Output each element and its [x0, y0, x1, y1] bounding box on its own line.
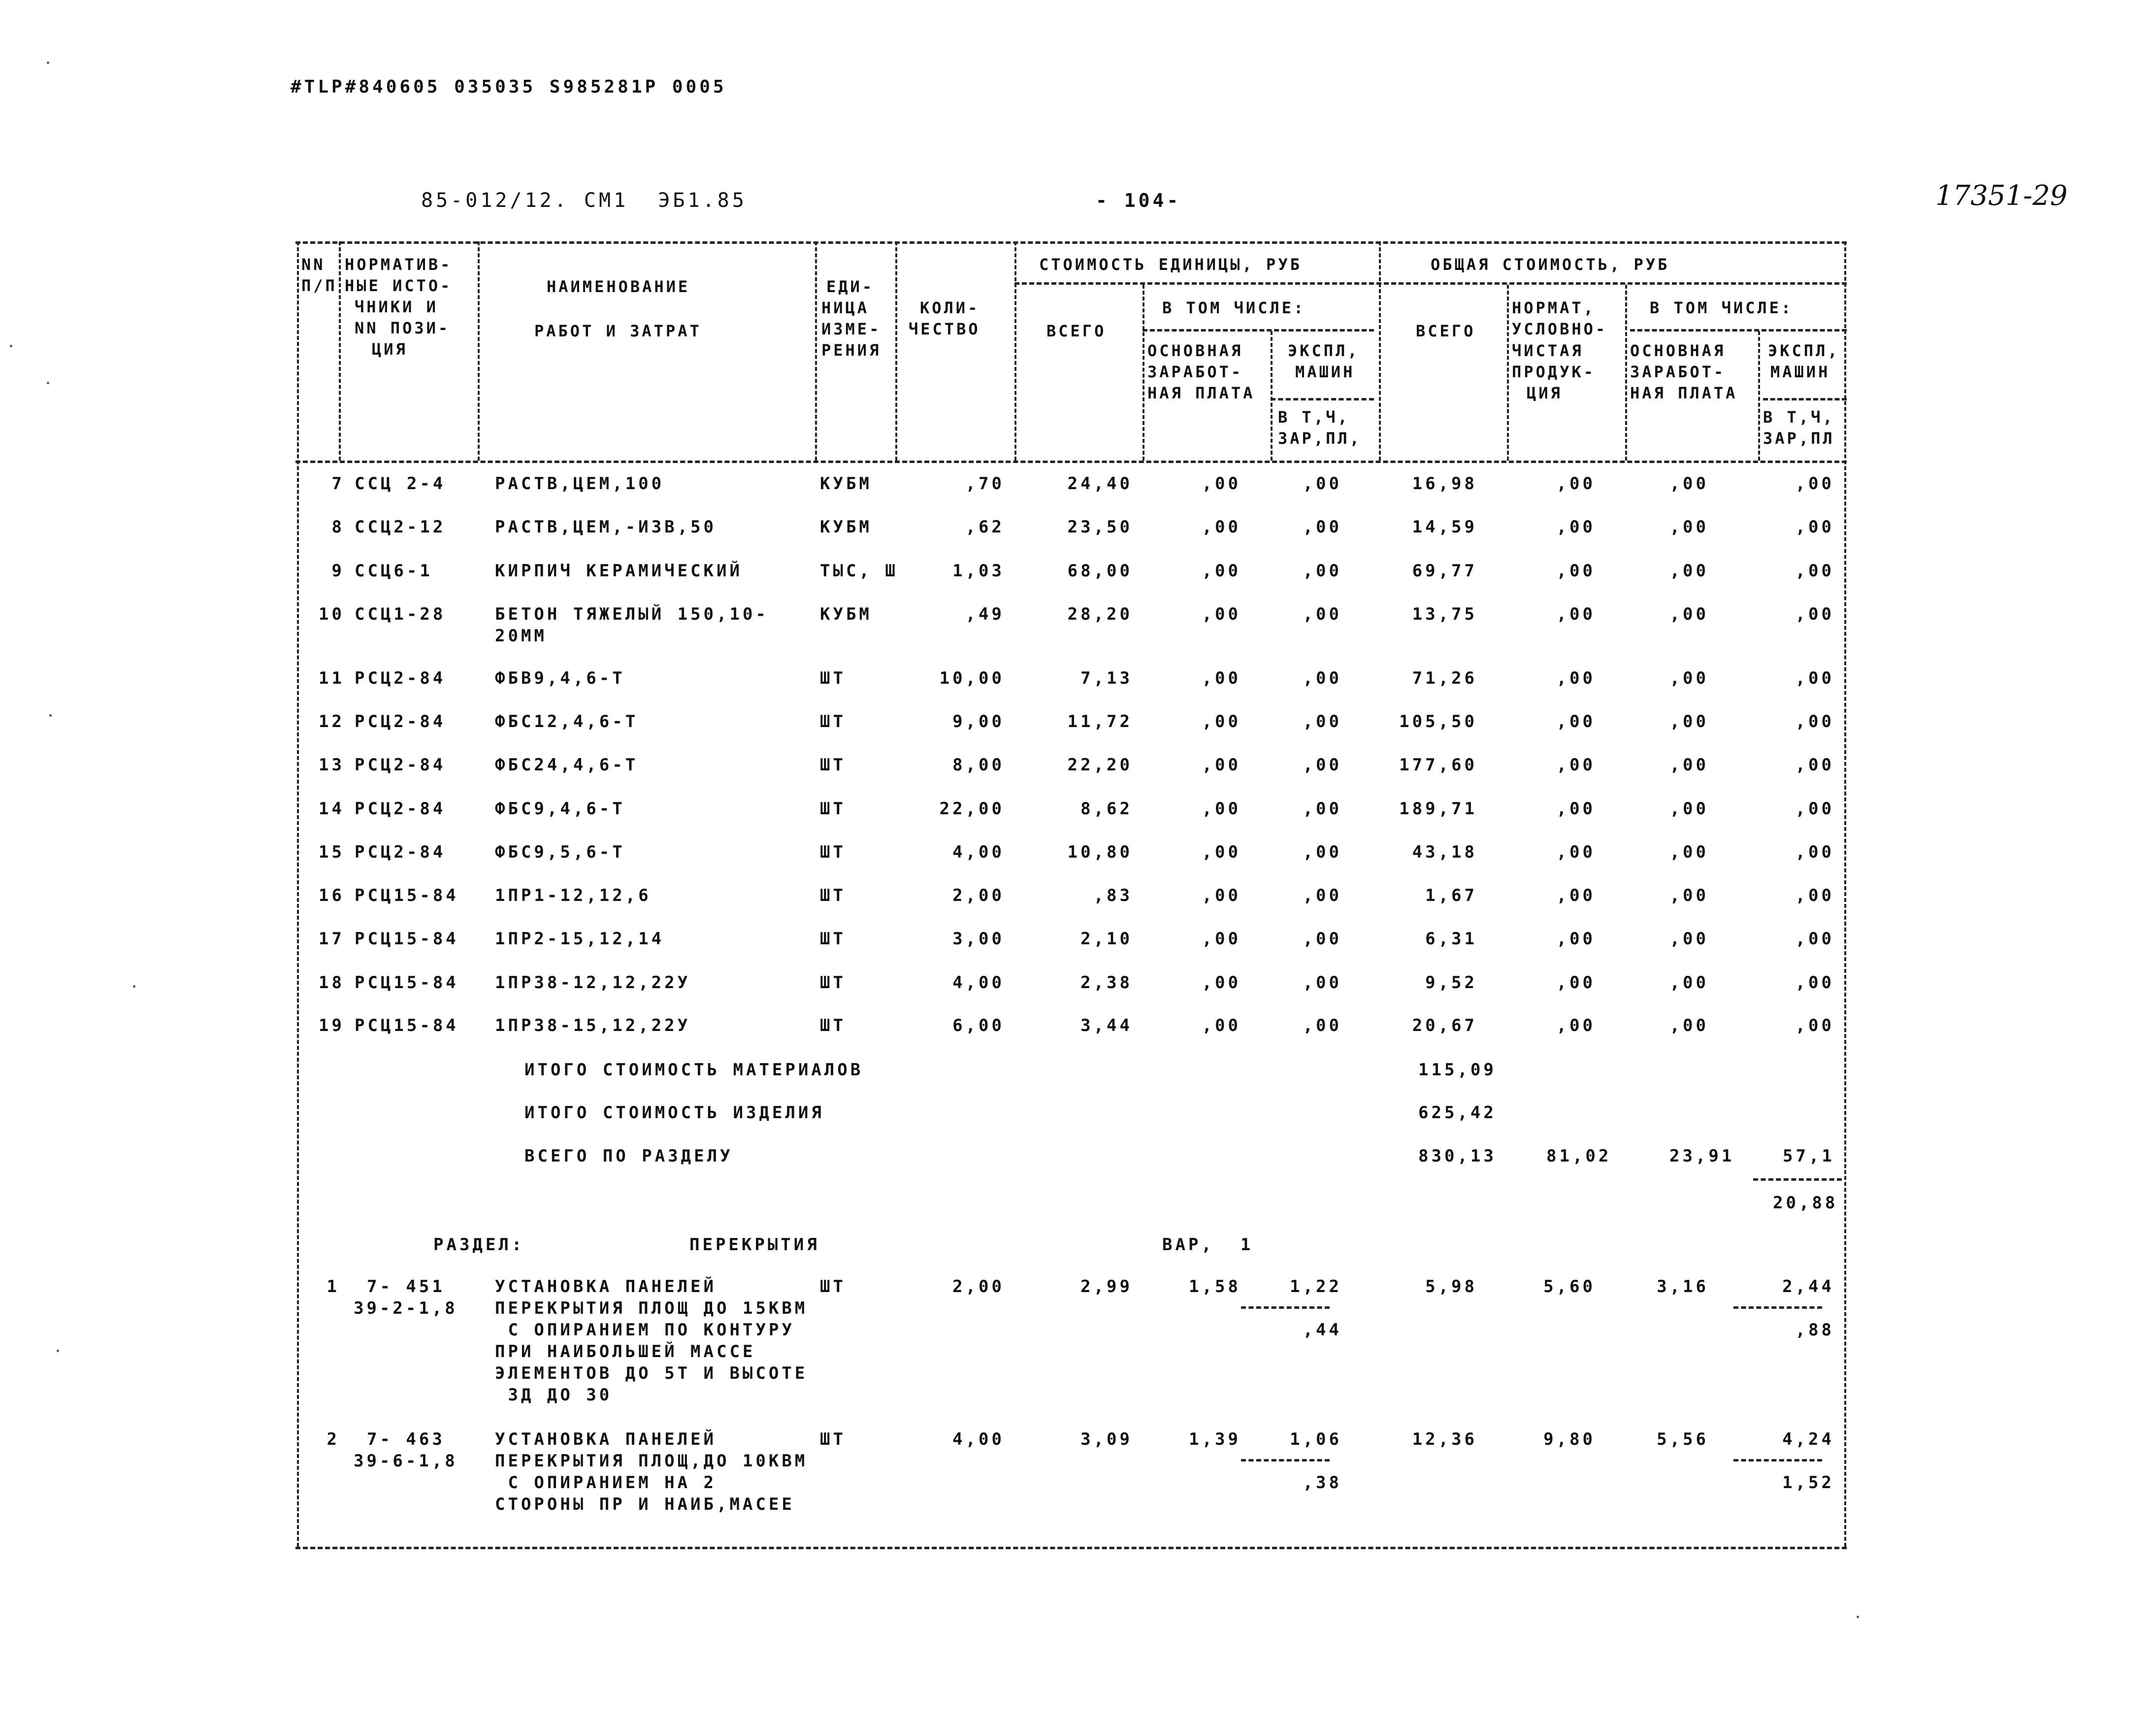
row-unit: ШТ: [820, 712, 846, 731]
row-unit: ШТ: [820, 668, 846, 688]
row-unit: КУБМ: [820, 474, 872, 494]
col-sep: [1271, 331, 1273, 461]
item-total-em-rule: [1733, 1306, 1822, 1309]
header-unit-incl: В ТОМ ЧИСЛЕ:: [1162, 299, 1306, 317]
item-unit-em-rule: [1241, 1306, 1330, 1309]
row-unit-zp: ,00: [1202, 561, 1241, 581]
item-unit-em-zp: ,44: [1303, 1320, 1342, 1340]
unit-subgroup-rule: [1143, 329, 1374, 332]
row-code: РСЦ2-84: [355, 712, 446, 731]
item-code-2: 39-2-1,8: [354, 1298, 458, 1318]
row-name: ФБВ9,4,6-Т: [495, 668, 625, 688]
header-total-cost: ОБЩАЯ СТОИМОСТЬ, РУБ: [1431, 255, 1670, 274]
item-description-line: ПРИ НАИБОЛЬШЕЙ МАССЕ: [495, 1342, 756, 1362]
col-sep: [478, 241, 480, 461]
row-unit-zp: ,00: [1202, 604, 1241, 624]
header-total-zp-2: ЗАРАБОТ-: [1630, 363, 1726, 381]
section-total-zp: 23,91: [1669, 1146, 1735, 1166]
item-qty: 2,00: [952, 1277, 1005, 1296]
col-sep: [1379, 241, 1381, 461]
row-unit-total: 10,80: [1067, 842, 1133, 862]
scan-speck: [57, 1350, 59, 1352]
row-total: 14,59: [1412, 517, 1477, 537]
header-bottom-rule: [295, 461, 1847, 463]
item-code: 7- 463: [367, 1429, 445, 1449]
header-unit-zp-1: ОСНОВНАЯ: [1147, 341, 1243, 360]
row-total: 9,52: [1425, 973, 1477, 993]
header-unit-em-zp-1: В Т,Ч,: [1278, 408, 1350, 427]
item-total-em-zp: 1,52: [1782, 1473, 1834, 1493]
item-description-line: С ОПИРАНИЕМ ПО КОНТУРУ: [495, 1320, 795, 1340]
row-unit-em: ,00: [1303, 799, 1342, 819]
row-total-zp: ,00: [1669, 561, 1709, 581]
col-sep: [815, 241, 817, 461]
row-number: 16: [319, 886, 345, 905]
row-unit-zp: ,00: [1202, 799, 1241, 819]
header-total-incl: В ТОМ ЧИСЛЕ:: [1650, 299, 1794, 317]
item-code: 7- 451: [367, 1277, 445, 1296]
row-unit: КУБМ: [820, 517, 872, 537]
row-number: 12: [319, 712, 345, 731]
row-unit-em: ,00: [1303, 604, 1342, 624]
section-variant: ВАР, 1: [1162, 1235, 1254, 1255]
row-number: 7: [331, 474, 345, 494]
row-number: 18: [319, 973, 345, 993]
row-unit-total: 7,13: [1080, 668, 1133, 688]
scan-speck: [49, 714, 52, 717]
item-total-em-rule: [1733, 1459, 1822, 1462]
header-qty-2: ЧЕСТВО: [909, 320, 980, 338]
row-total: 20,67: [1412, 1016, 1477, 1035]
table-top-rule: [295, 241, 1847, 244]
item-total-em-zp: ,88: [1795, 1320, 1834, 1340]
item-total-em: 2,44: [1782, 1277, 1834, 1296]
header-nucp-5: ЦИЯ: [1527, 384, 1563, 402]
item-total-zp: 5,56: [1657, 1429, 1709, 1449]
col-sep: [1758, 331, 1760, 461]
item-unit: ШТ: [820, 1429, 846, 1449]
item-unit-em: 1,06: [1290, 1429, 1342, 1449]
row-total-zp: ,00: [1669, 929, 1709, 949]
section-total-label: ВСЕГО ПО РАЗДЕЛУ: [524, 1146, 733, 1166]
section-title: ПЕРЕКРЫТИЯ: [689, 1235, 820, 1255]
header-total-zp-1: ОСНОВНАЯ: [1630, 341, 1726, 360]
row-total-zp: ,00: [1669, 668, 1709, 688]
row-number: 14: [319, 799, 345, 819]
item-unit-total: 3,09: [1080, 1429, 1133, 1449]
row-total-nucp: ,00: [1556, 1016, 1596, 1035]
row-unit-zp: ,00: [1202, 929, 1241, 949]
row-name: ФБС9,5,6-Т: [495, 842, 625, 862]
row-qty: 4,00: [952, 973, 1005, 993]
row-unit-zp: ,00: [1202, 668, 1241, 688]
row-total-nucp: ,00: [1556, 755, 1596, 775]
row-total-zp: ,00: [1669, 474, 1709, 494]
row-unit-total: ,83: [1093, 886, 1133, 905]
row-number: 11: [319, 668, 345, 688]
item-total-nucp: 9,80: [1543, 1429, 1596, 1449]
scan-speck: [10, 345, 12, 347]
row-unit: ШТ: [820, 755, 846, 775]
item-code-2: 39-6-1,8: [354, 1451, 458, 1471]
item-total-em: 4,24: [1782, 1429, 1834, 1449]
item-description-line: С ОПИРАНИЕМ НА 2: [495, 1473, 717, 1493]
row-total-em: ,00: [1795, 517, 1834, 537]
row-total: 16,98: [1412, 474, 1477, 494]
unit-em-rule: [1271, 398, 1374, 400]
col-sep: [339, 241, 341, 461]
row-qty: ,49: [965, 604, 1005, 624]
header-unit-3: ИЗМЕ-: [821, 320, 882, 338]
row-total-nucp: ,00: [1556, 517, 1596, 537]
item-total-zp: 3,16: [1657, 1277, 1709, 1296]
row-qty: 3,00: [952, 929, 1005, 949]
row-unit-em: ,00: [1303, 712, 1342, 731]
header-name-2: РАБОТ И ЗАТРАТ: [534, 322, 702, 340]
col-sep: [895, 241, 897, 461]
row-unit-total: 3,44: [1080, 1016, 1133, 1035]
header-name-1: НАИМЕНОВАНИЕ: [547, 277, 690, 296]
row-unit-total: 22,20: [1067, 755, 1133, 775]
row-unit-em: ,00: [1303, 561, 1342, 581]
row-total: 105,50: [1399, 712, 1477, 731]
row-unit-em: ,00: [1303, 474, 1342, 494]
scan-speck: [47, 62, 49, 64]
row-unit: ШТ: [820, 842, 846, 862]
row-total-zp: ,00: [1669, 604, 1709, 624]
row-qty: 10,00: [939, 668, 1005, 688]
row-unit: КУБМ: [820, 604, 872, 624]
row-total: 177,60: [1399, 755, 1477, 775]
row-name: 1ПР38-12,12,22У: [495, 973, 691, 993]
header-unit-1: ЕДИ-: [826, 277, 875, 296]
row-total-em: ,00: [1795, 886, 1834, 905]
row-unit-em: ,00: [1303, 886, 1342, 905]
item-total-nucp: 5,60: [1543, 1277, 1596, 1296]
row-unit-zp: ,00: [1202, 886, 1241, 905]
row-code: РСЦ2-84: [355, 799, 446, 819]
item-qty: 4,00: [952, 1429, 1005, 1449]
item-description-line: ЭЛЕМЕНТОВ ДО 5Т И ВЫСОТЕ: [495, 1363, 808, 1383]
header-qty-1: КОЛИ-: [920, 299, 980, 317]
row-name: ФБС9,4,6-Т: [495, 799, 625, 819]
row-qty: ,62: [965, 517, 1005, 537]
row-total: 6,31: [1425, 929, 1477, 949]
row-code: РСЦ15-84: [355, 973, 459, 993]
row-unit-em: ,00: [1303, 755, 1342, 775]
row-code: РСЦ15-84: [355, 929, 459, 949]
item-description-line: УСТАНОВКА ПАНЕЛЕЙ: [495, 1429, 717, 1449]
row-total: 71,26: [1412, 668, 1477, 688]
page-number: - 104-: [1096, 190, 1181, 211]
row-code: ССЦ 2-4: [355, 474, 446, 494]
row-number: 8: [331, 517, 345, 537]
header-unit-zp-2: ЗАРАБОТ-: [1147, 363, 1243, 381]
row-total-nucp: ,00: [1556, 561, 1596, 581]
row-unit-zp: ,00: [1202, 842, 1241, 862]
col-sep: [1143, 285, 1144, 461]
row-name: ФБС24,4,6-Т: [495, 755, 639, 775]
row-name: ФБС12,4,6-Т: [495, 712, 639, 731]
scan-speck: [47, 382, 49, 384]
section-total-em: 57,1: [1783, 1146, 1835, 1166]
row-total-nucp: ,00: [1556, 668, 1596, 688]
scan-speck: [133, 985, 135, 988]
row-unit-zp: ,00: [1202, 755, 1241, 775]
header-total-em-zp-1: В Т,Ч,: [1763, 408, 1835, 427]
header-total-em-1: ЭКСПЛ,: [1768, 341, 1840, 360]
handwritten-archive-number: 17351-29: [1935, 180, 2068, 212]
header-unit-em-2: МАШИН: [1295, 363, 1355, 381]
row-total: 1,67: [1425, 886, 1477, 905]
row-qty: 22,00: [939, 799, 1005, 819]
row-code: РСЦ2-84: [355, 755, 446, 775]
item-number: 1: [327, 1277, 340, 1296]
row-total-em: ,00: [1795, 604, 1834, 624]
header-unit-2: НИЦА: [821, 299, 870, 317]
row-name: РАСТВ,ЦЕМ,100: [495, 474, 665, 494]
item-total: 12,36: [1412, 1429, 1477, 1449]
row-total: 69,77: [1412, 561, 1477, 581]
row-unit-total: 2,38: [1080, 973, 1133, 993]
materials-total-label: ИТОГО СТОИМОСТЬ МАТЕРИАЛОВ: [524, 1060, 864, 1080]
row-unit: ТЫС, Ш: [820, 561, 898, 581]
item-total: 5,98: [1425, 1277, 1477, 1296]
row-unit-total: 28,20: [1067, 604, 1133, 624]
row-number: 17: [319, 929, 345, 949]
col-sep: [1507, 285, 1509, 461]
row-total-em: ,00: [1795, 1016, 1834, 1035]
header-unit-em-1: ЭКСПЛ,: [1288, 341, 1360, 360]
row-qty: 8,00: [952, 755, 1005, 775]
header-total-zp-3: НАЯ ПЛАТА: [1630, 384, 1738, 402]
header-total-em-zp-2: ЗАР,ПЛ: [1763, 429, 1835, 448]
row-unit-em: ,00: [1303, 517, 1342, 537]
header-nucp-4: ПРОДУК-: [1512, 363, 1596, 381]
section-total-em-rule: [1753, 1178, 1842, 1181]
row-unit-total: 23,50: [1067, 517, 1133, 537]
section-total-value: 830,13: [1418, 1146, 1497, 1166]
row-name-cont: 20ММ: [495, 626, 547, 646]
item-description-line: ПЕРЕКРЫТИЯ ПЛОЩ,ДО 10КВМ: [495, 1451, 808, 1471]
item-number: 2: [327, 1429, 340, 1449]
header-pp: П/П: [301, 276, 337, 295]
header-norm-4: NN ПОЗИ-: [355, 319, 451, 337]
row-name: КИРПИЧ КЕРАМИЧЕСКИЙ: [495, 561, 743, 581]
row-unit-em: ,00: [1303, 1016, 1342, 1035]
row-total-zp: ,00: [1669, 755, 1709, 775]
row-unit: ШТ: [820, 886, 846, 905]
row-number: 10: [319, 604, 345, 624]
header-total-all: ВСЕГО: [1416, 322, 1476, 340]
row-total-em: ,00: [1795, 973, 1834, 993]
header-group-rule: [1014, 282, 1847, 285]
col-sep: [1014, 241, 1016, 461]
row-total-em: ,00: [1795, 755, 1834, 775]
row-total-zp: ,00: [1669, 1016, 1709, 1035]
item-description-line: ЗД ДО 30: [495, 1385, 613, 1405]
row-unit-total: 11,72: [1067, 712, 1133, 731]
item-unit: ШТ: [820, 1277, 846, 1296]
row-qty: 9,00: [952, 712, 1005, 731]
row-total-zp: ,00: [1669, 712, 1709, 731]
row-unit-zp: ,00: [1202, 517, 1241, 537]
row-unit-em: ,00: [1303, 668, 1342, 688]
row-total-zp: ,00: [1669, 886, 1709, 905]
item-unit-em: 1,22: [1290, 1277, 1342, 1296]
row-total-nucp: ,00: [1556, 799, 1596, 819]
row-name: БЕТОН ТЯЖЕЛЫЙ 150,10-: [495, 604, 769, 624]
row-unit-total: 2,10: [1080, 929, 1133, 949]
row-name: 1ПР2-15,12,14: [495, 929, 665, 949]
row-unit-zp: ,00: [1202, 1016, 1241, 1035]
header-nucp-2: УСЛОВНО-: [1512, 320, 1608, 338]
header-unit-all: ВСЕГО: [1046, 322, 1107, 340]
row-unit-em: ,00: [1303, 929, 1342, 949]
row-total-em: ,00: [1795, 929, 1834, 949]
header-nucp-3: ЧИСТАЯ: [1512, 341, 1584, 360]
row-unit: ШТ: [820, 799, 846, 819]
item-description-line: УСТАНОВКА ПАНЕЛЕЙ: [495, 1277, 717, 1296]
section-label: РАЗДЕЛ:: [433, 1235, 525, 1255]
header-norm-5: ЦИЯ: [372, 340, 408, 359]
row-code: ССЦ1-28: [355, 604, 446, 624]
row-unit: ШТ: [820, 929, 846, 949]
row-total-nucp: ,00: [1556, 474, 1596, 494]
row-total-em: ,00: [1795, 474, 1834, 494]
row-total: 43,18: [1412, 842, 1477, 862]
scan-speck: [1857, 1616, 1859, 1618]
row-code: РСЦ2-84: [355, 842, 446, 862]
row-unit-zp: ,00: [1202, 973, 1241, 993]
header-unit-zp-3: НАЯ ПЛАТА: [1147, 384, 1255, 402]
row-total-zp: ,00: [1669, 517, 1709, 537]
row-unit-total: 24,40: [1067, 474, 1133, 494]
header-unit-em-zp-2: ЗАР,ПЛ,: [1278, 429, 1362, 448]
header-total-em-2: МАШИН: [1770, 363, 1830, 381]
row-number: 9: [331, 561, 345, 581]
row-total-nucp: ,00: [1556, 929, 1596, 949]
item-description-line: СТОРОНЫ ПР И НАИБ,МАСЕЕ: [495, 1495, 795, 1514]
total-em-rule: [1763, 398, 1847, 400]
item-description-line: ПЕРЕКРЫТИЯ ПЛОЩ ДО 15КВМ: [495, 1298, 808, 1318]
row-unit-total: 8,62: [1080, 799, 1133, 819]
section-total-em-zp: 20,88: [1773, 1193, 1838, 1213]
row-total-em: ,00: [1795, 842, 1834, 862]
total-subgroup-rule: [1630, 329, 1847, 332]
row-unit: ШТ: [820, 973, 846, 993]
row-name: 1ПР38-15,12,22У: [495, 1016, 691, 1035]
item-unit-em-rule: [1241, 1459, 1330, 1462]
document-reference: 85-012/12. CM1 ЭБ1.85: [421, 189, 747, 212]
row-unit-em: ,00: [1303, 973, 1342, 993]
row-total-nucp: ,00: [1556, 973, 1596, 993]
row-code: ССЦ6-1: [355, 561, 433, 581]
row-total-nucp: ,00: [1556, 842, 1596, 862]
item-unit-em-zp: ,38: [1303, 1473, 1342, 1493]
row-total-nucp: ,00: [1556, 886, 1596, 905]
row-total-zp: ,00: [1669, 842, 1709, 862]
row-code: РСЦ2-84: [355, 668, 446, 688]
header-norm-3: ЧНИКИ И: [355, 298, 438, 316]
materials-total-value: 115,09: [1418, 1060, 1497, 1080]
row-qty: ,70: [965, 474, 1005, 494]
row-number: 19: [319, 1016, 345, 1035]
item-unit-total: 2,99: [1080, 1277, 1133, 1296]
product-total-value: 625,42: [1418, 1103, 1497, 1123]
row-qty: 2,00: [952, 886, 1005, 905]
row-code: РСЦ15-84: [355, 886, 459, 905]
row-unit-zp: ,00: [1202, 474, 1241, 494]
header-unit-4: РЕНИЯ: [821, 341, 882, 360]
row-name: РАСТВ,ЦЕМ,-ИЗВ,50: [495, 517, 717, 537]
row-code: ССЦ2-12: [355, 517, 446, 537]
row-total: 189,71: [1399, 799, 1477, 819]
item-unit-zp: 1,58: [1189, 1277, 1241, 1296]
item-unit-zp: 1,39: [1189, 1429, 1241, 1449]
row-unit: ШТ: [820, 1016, 846, 1035]
row-unit-total: 68,00: [1067, 561, 1133, 581]
product-total-label: ИТОГО СТОИМОСТЬ ИЗДЕЛИЯ: [524, 1103, 824, 1123]
row-total-zp: ,00: [1669, 973, 1709, 993]
row-total: 13,75: [1412, 604, 1477, 624]
right-border: [1844, 241, 1846, 1547]
row-qty: 1,03: [952, 561, 1005, 581]
section-total-nucp: 81,02: [1546, 1146, 1612, 1166]
row-total-nucp: ,00: [1556, 712, 1596, 731]
row-total-em: ,00: [1795, 799, 1834, 819]
row-total-em: ,00: [1795, 668, 1834, 688]
row-number: 15: [319, 842, 345, 862]
header-unit-cost: СТОИМОСТЬ ЕДИНИЦЫ, РУБ: [1039, 255, 1302, 274]
document-id: #TLP#840605 035035 S985281P 0005: [291, 77, 727, 97]
header-norm-1: НОРМАТИВ-: [345, 255, 453, 274]
header-norm-2: НЫЕ ИСТО-: [345, 276, 453, 295]
row-unit-em: ,00: [1303, 842, 1342, 862]
row-qty: 6,00: [952, 1016, 1005, 1035]
table-bottom-rule: [295, 1547, 1847, 1549]
col-sep: [1625, 285, 1627, 461]
row-name: 1ПР1-12,12,6: [495, 886, 652, 905]
row-unit-zp: ,00: [1202, 712, 1241, 731]
row-number: 13: [319, 755, 345, 775]
row-total-nucp: ,00: [1556, 604, 1596, 624]
header-nn: NN: [301, 255, 326, 274]
row-total-em: ,00: [1795, 561, 1834, 581]
row-total-zp: ,00: [1669, 799, 1709, 819]
row-code: РСЦ15-84: [355, 1016, 459, 1035]
row-total-em: ,00: [1795, 712, 1834, 731]
row-qty: 4,00: [952, 842, 1005, 862]
header-nucp-1: НОРМАТ,: [1512, 299, 1596, 317]
